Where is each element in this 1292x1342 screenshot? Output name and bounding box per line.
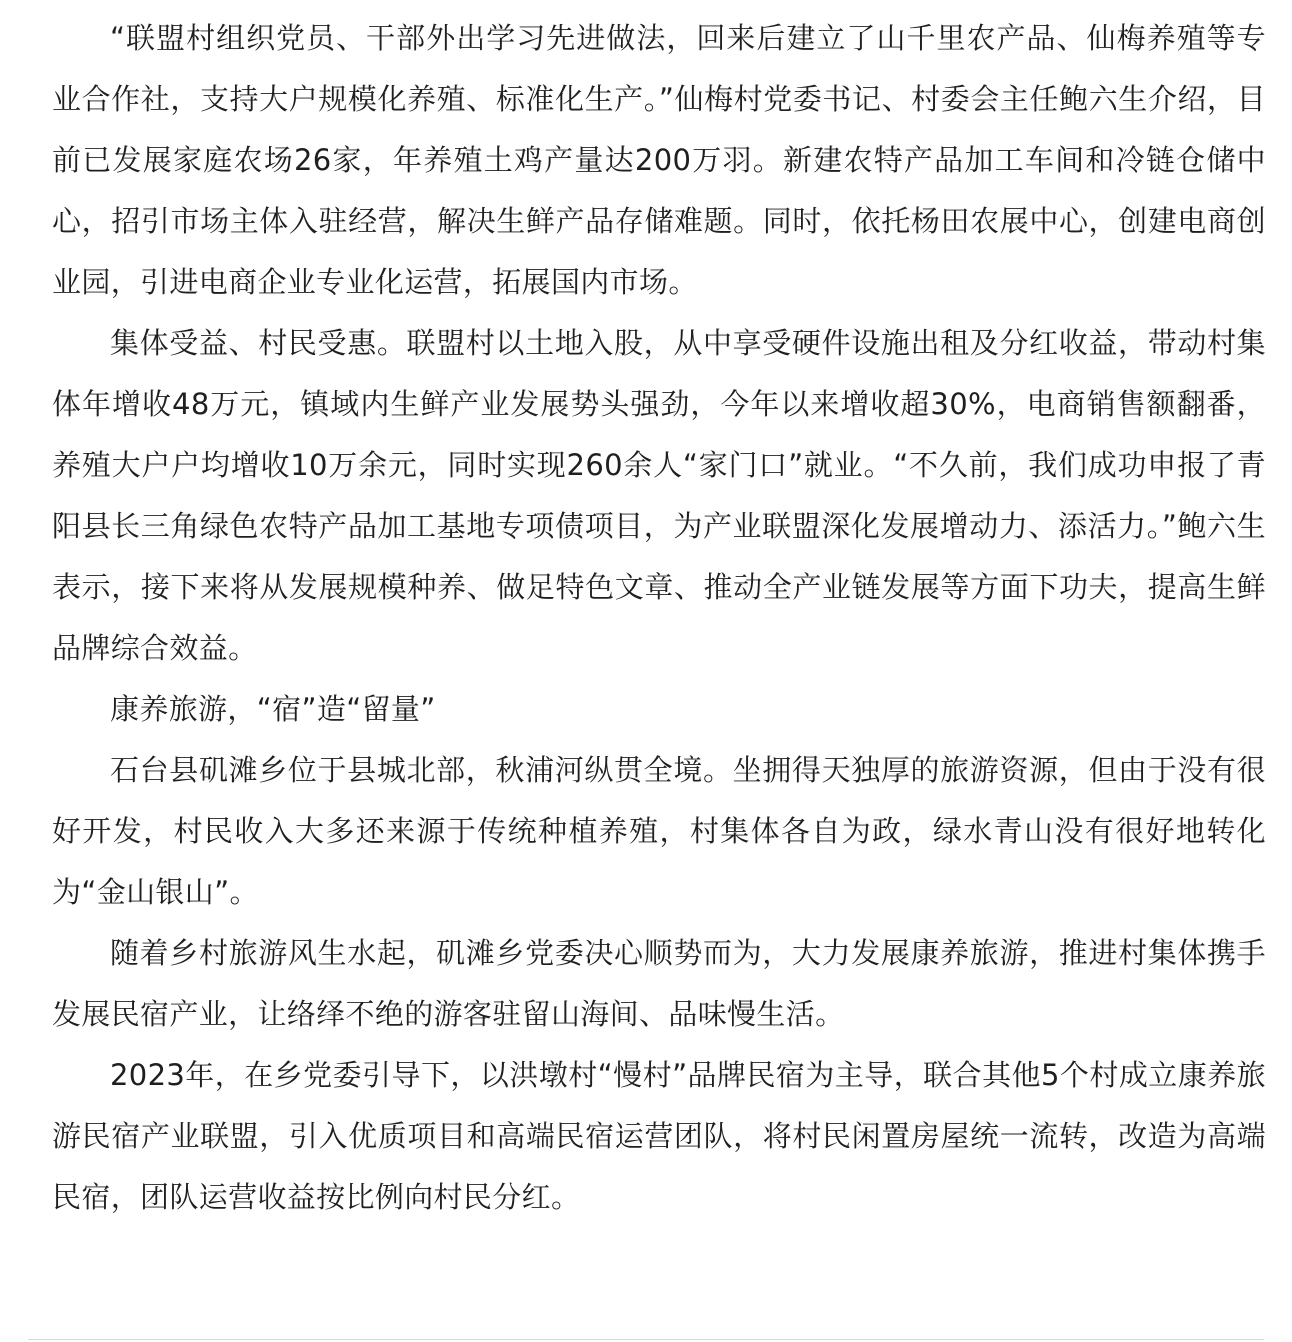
section-subheading: 康养旅游，“宿”造“留量” bbox=[110, 692, 436, 726]
paragraph-collective-benefit: 集体受益、村民受惠。联盟村以土地入股，从中享受硬件设施出租及分红收益，带动村集体年增收48万元，镇域内生鲜产业发展势头强劲，今年以来增收超30%，电商销售额翻番，养殖大户户均增收10万余元，同时实现260余人“家门口”就业。“不久前，我们成功申报了青阳县长三角绿色农特产品加工基地专项债项目，为产业联盟深化发展增动力、添活力。”鲍六生表示，接下来将从发展规模种养、做足特色文章、推动全产业链发展等方面下功夫，提高生鲜品牌综合效益。 bbox=[52, 326, 1266, 665]
bottom-divider bbox=[28, 1339, 1264, 1340]
paragraph-homestay-alliance: 2023年，在乡党委引导下，以洪墩村“慢村”品牌民宿为主导，联合其他5个村成立康养旅游民宿产业联盟，引入优质项目和高端民宿运营团队，将村民闲置房屋统一流转，改造为高端民宿，团队运营收益按比例向村民分红。 bbox=[52, 1058, 1266, 1214]
article-body bbox=[52, 8, 1266, 1228]
paragraph-rural-tourism: 随着乡村旅游风生水起，矶滩乡党委决心顺势而为，大力发展康养旅游，推进村集体携手发展民宿产业，让络绎不绝的游客驻留山海间、品味慢生活。 bbox=[52, 936, 1266, 1031]
paragraph-cooperatives: “联盟村组织党员、干部外出学习先进做法，回来后建立了山千里农产品、仙梅养殖等专业合作社，支持大户规模化养殖、标准化生产。”仙梅村党委书记、村委会主任鲍六生介绍，目前已发展家庭农场26家，年养殖土鸡产量达200万羽。新建农特产品加工车间和冷链仓储中心，招引市场主体入驻经营，解决生鲜产品存储难题。同时，依托杨田农展中心，创建电商创业园，引进电商企业专业化运营，拓展国内市场。 bbox=[52, 21, 1266, 299]
paragraph-jitan-township: 石台县矶滩乡位于县城北部，秋浦河纵贯全境。坐拥得天独厚的旅游资源，但由于没有很好开发，村民收入大多还来源于传统种植养殖，村集体各自为政，绿水青山没有很好地转化为“金山银山”。 bbox=[52, 753, 1266, 909]
